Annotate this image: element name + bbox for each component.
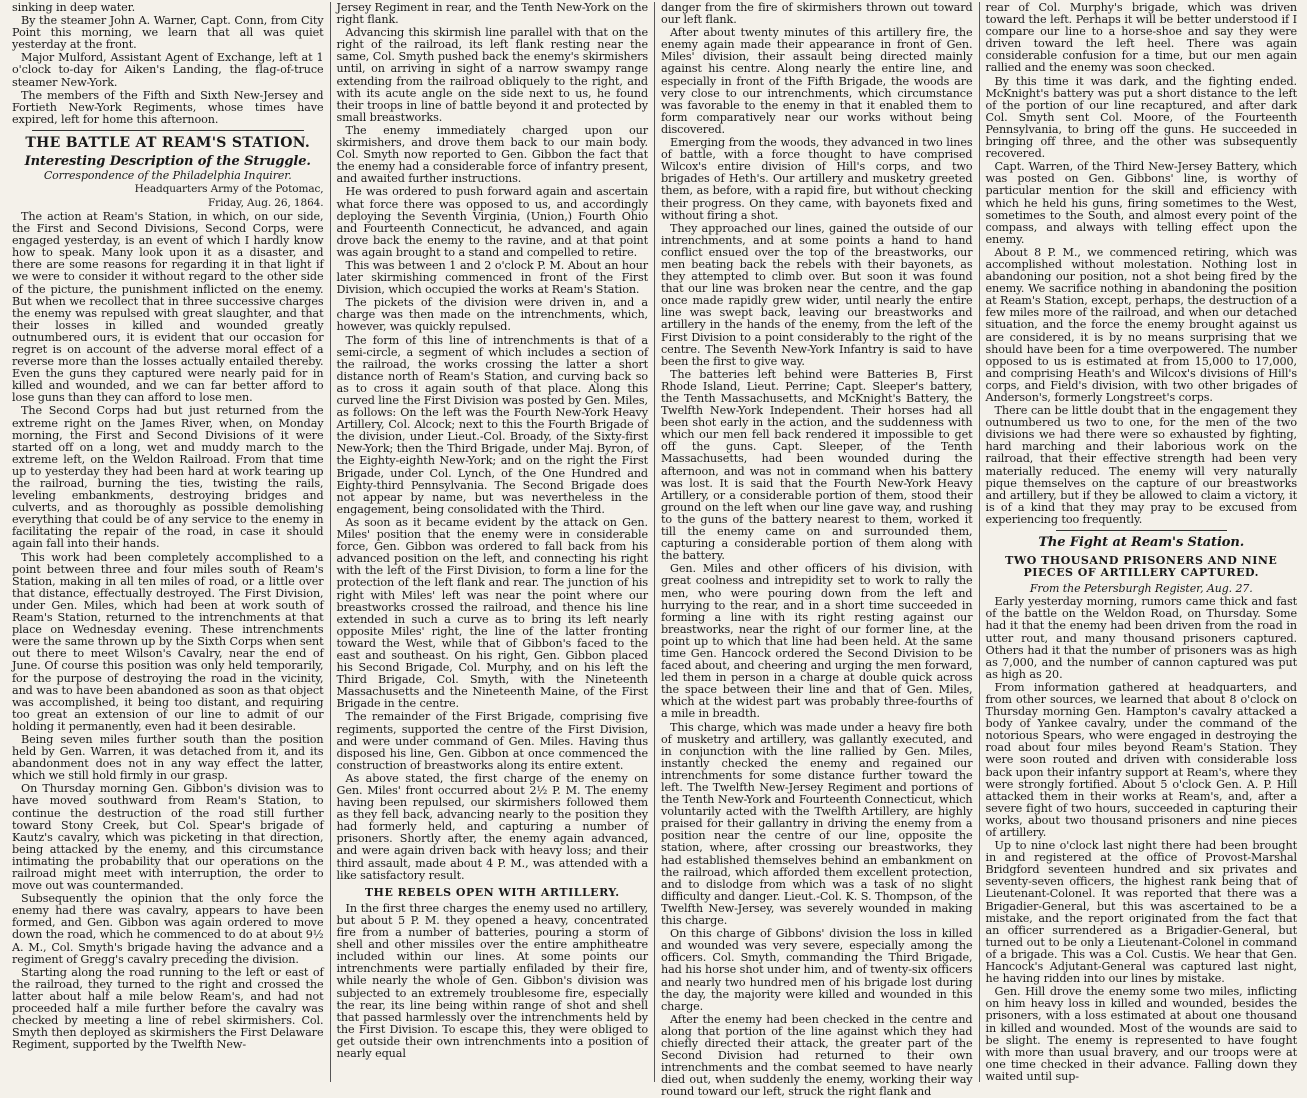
paragraph: After about twenty minutes of this artillery fire, the enemy again made their appearance in front of Gen. Miles' division, their assault being directed mainly against his centre. Along nearly the entire line, and especially in front of the Fifth Brigade, the woods are very close to our intrenchments, which circumstance was favorable to the enemy in that it enabled them to form comparatively near our works without being discovered. bbox=[661, 26, 973, 136]
paragraph: This was between 1 and 2 o'clock P. M. About an hour later skirmishing commenced in front of the First Division, which occupied the works at Ream's Station. bbox=[336, 258, 648, 297]
article-subheading: TWO THOUSAND PRISONERS AND NINE PIECES OF ARTILLERY CAPTURED. bbox=[1005, 554, 1278, 580]
article-subhead: Interesting Description of the Struggle. bbox=[24, 153, 311, 169]
paragraph: sinking in deep water. bbox=[12, 1, 136, 14]
paragraph: Capt. Warren, of the Third New-Jersey Battery, which was posted on Gen. Gibbons' line, is worthy of particular mention for the skill and efficiency with which he held his guns, firing sometimes to the West, sometimes to the South, and almost every point of the compass, and always with telling effect upon the enemy. bbox=[985, 160, 1297, 246]
paragraph: By the steamer John A. Warner, Capt. Conn, from City Point this morning, we learn that all was quiet yesterday at the front. bbox=[12, 14, 324, 52]
paragraph: Major Mulford, Assistant Agent of Exchange, left at 1 o'clock to-day for Aiken's Landing, the flag-of-truce steamer New-York. bbox=[12, 51, 324, 89]
paragraph: From information gathered at headquarters, and from other sources, we learned that about 8 o'clock on Thursday morning Gen. Hampton's cavalry attacked a body of Yankee cavalry, under the command of the notorious Spears, who were engaged in destroying the road about four miles beyond Ream's Station. They were soon routed and driven with considerable loss back upon their infantry support at Ream's, where they were strongly fortified. About 5 o'clock Gen. A. P. Hill attacked them in their works at Ream's, and, after a severe fight of two hours, succeeded in capturing their works, about two thousand prisoners and nine pieces of artillery. bbox=[985, 680, 1297, 839]
paragraph: By this time it was dark, and the fighting ended. McKnight's battery was put a short distance to the left of the portion of our line recaptured, and after dark Col. Smyth sent Col. Moore, of the Fourteenth Pennsylvania, to bring off the guns. He succeeded in bringing off three, and the other was subsequently recovered. bbox=[985, 74, 1297, 161]
paragraph: On Thursday morning Gen. Gibbon's division was to have moved southward from Ream's Station, to continue the destruction of the road still further toward Stony Creek, but Col. Spear's brigade of Kautz's cavalry, which was picketing in that direction, being attacked by the enemy, and this circumstance intimating the probability that our operations on the railroad might meet with interruption, the order to move out was countermanded. bbox=[12, 782, 324, 893]
dateline: Headquarters Army of the Potomac, bbox=[134, 182, 324, 195]
paragraph: This work had been completely accomplished to a point between three and four miles south of Ream's Station, making in all ten miles of road, or a little over that distance, effectually destroyed. The First Division, under Gen. Miles, which had been at work south of Ream's Station, returned to the intrenchments at that place on Wednesday evening. These intrenchments were the same thrown up by the Sixth Corps when sent out there to meet Wilson's Cavalry, near the end of June. Of course this position was only held temporarily, for the purpose of destroying the road in the vicinity, and was to have been abandoned as soon as that object was accomplished, it being too distant, and requiring too great an extension of our line to admit of our holding it permanently, even had it been desirable. bbox=[12, 550, 324, 733]
paragraph: The remainder of the First Brigade, comprising five regiments, supported the centre of the First Division, and were under command of Gen. Miles. Having thus disposed his line, Gen. Gibbon at once commenced the construction of breastworks along its entire extent. bbox=[336, 710, 648, 772]
paragraph: Early yesterday morning, rumors came thick and fast of the battle on the Weldon Road, on Thursday. Some had it that the enemy had been driven from the road in utter rout, and many thousand prisoners captured. Others had it that the number of prisoners was as high as 7,000, and the number of cannon captured was put as high as 20. bbox=[985, 595, 1297, 681]
paragraph: There can be little doubt that in the engagement they outnumbered us two to one, for the men of the two divisions we had there were so exhausted by fighting, hard marching and their laborious work on the railroad, that their effective strength had been very materially reduced. The enemy will very naturally pique themselves on the capture of our breastworks and artillery, but if they be allowed to claim a victory, it is of a kind that they may pray to be excused from experiencing too frequently. bbox=[985, 404, 1297, 526]
paragraph: They approached our lines, gained the outside of our intrenchments, and at some points a hand to hand conflict ensued over the top of the breastworks, our men beating back the rebels with their bayonets, as they attempted to climb over. But soon it was found that our line was broken near the centre, and the gap once made rapidly grew wider, until nearly the entire line was swept back, leaving our breastworks and artillery in the hands of the enemy, from the left of the First Division to a point considerably to the right of the centre. The Seventh New-York Infantry is said to have been the first to give way. bbox=[661, 221, 973, 368]
paragraph: The Second Corps had but just returned from the extreme right on the James River, when, on Monday morning, the First and Second Divisions of it were started off on a long, wet and muddy march to the extreme left, on the Weldon Railroad. From that time up to yesterday they had been hard at work tearing up the railroad, burning the ties, twisting the rails, leveling embankments, destroying bridges and culverts, and as thoroughly as possible demolishing everything that could be of any service to the enemy in facilitating the repair of the road, in case it should again fall into their hands. bbox=[12, 404, 324, 551]
paragraph: About 8 P. M., we commenced retiring, which was accomplished without molestation. Nothing lost in abandoning our position, not a shot being fired by the enemy. We sacrifice nothing in abandoning the position at Ream's Station, except, perhaps, the destruction of a few miles more of the railroad, and when our detached situation, and the force the enemy brought against us are considered, it is by no means surprising that we should have been for a time overpowered. The number opposed to us is estimated at from 15,000 to 17,000, and comprising Heath's and Wilcox's divisions of Hill's corps, and Field's division, with two other brigades of Anderson's, formerly Longstreet's corps. bbox=[985, 245, 1297, 404]
paragraph: As soon as it became evident by the attack on Gen. Miles' position that the enemy were in considerable force, Gen. Gibbon was ordered to fall back from his advanced position on the left, and connecting his right with the left of the First Division, to form a line for the protection of the left flank and rear. The junction of his right with Miles' left was near the point where our breastworks crossed the railroad, and thence his line extended in such a curve as to bring its left nearly opposite Miles' right, the line of the latter fronting toward the West, while that of Gibbon's faced to the east and southeast. On his right, Gen. Gibbon placed his Second Brigade, Col. Murphy, and on his left the Third Brigade, Col. Smyth, with the Nineteenth Massachusetts and the Nineteenth Maine, of the First Brigade in the centre. bbox=[336, 515, 648, 711]
article-headline: The Fight at Ream's Station. bbox=[1038, 535, 1245, 551]
paragraph: This charge, which was made under a heavy fire both of musketry and artillery, was gallantly executed, and in conjunction with the line rallied by Gen. Miles, instantly checked the enemy and regained our intrenchments for some distance further toward the left. The Twelfth New-Jersey Regiment and portions of the Tenth New-York and Fourteenth Connecticut, which voluntarily acted with the Twelfth Artillery, are highly praised for their gallantry in driving the enemy from a position near the centre of our line, opposite the station, where, after crossing our breastworks, they had established themselves behind an embankment on the railroad, which afforded them excellent protection, and to dislodge from which was a task of no slight difficulty and danger. Lieut.-Col. K. S. Thompson, of the Twelfth New-Jersey, was severely wounded in making this charge. bbox=[661, 720, 973, 928]
paragraph: Up to nine o'clock last night there had been brought in and registered at the office of Provost-Marshal Bridgford seventeen hundred and six privates and seventy-seven officers, the highest rank being that of Lieutenant-Colonel. It was reported that there was a Brigadier-General, but this was ascertained to be a mistake, and the report originated from the fact that an officer surrendered as a Brigadier-General, but turned out to be only a Lieutenant-Colonel in command of a brigade. This was a Col. Custis. We hear that Gen. Hancock's Adjutant-General was captured last night, he having ridden into our lines by mistake. bbox=[985, 839, 1297, 986]
dateline-date: Friday, Aug. 26, 1864. bbox=[208, 196, 324, 209]
divider bbox=[1056, 530, 1228, 531]
paragraph: danger from the fire of skirmishers thrown out toward our left flank. bbox=[661, 1, 973, 27]
paragraph: He was ordered to push forward again and ascertain what force there was opposed to us, and accordingly deploying the Seventh Virginia, (Union,) Fourth Ohio and Fourteenth Connecticut, he advanced, and again drove back the enemy to the ravine, and at that point was again brought to a stand and compelled to retire. bbox=[336, 185, 648, 259]
paragraph: Emerging from the woods, they advanced in two lines of battle, with a force thought to have comprised Wilcox's entire division of Hill's corps, and two brigades of Heth's. Our artillery and musketry greeted them, as before, with a rapid fire, but without checking their progress. On they came, with bayonets fixed and without firing a shot. bbox=[661, 136, 973, 222]
article-headline: THE BATTLE AT REAM'S STATION. bbox=[25, 134, 311, 151]
divider bbox=[32, 130, 304, 131]
paragraph: In the first three charges the enemy used no artillery, but about 5 P. M. they opened a heavy, concentrated fire from a number of batteries, pouring a storm of shell and other missiles over the entire amphitheatre included within our lines. At some points our intrenchments were partially enfiladed by their fire, while nearly the whole of Gen. Gibbon's division was subjected to an extremely troublesome fire, especially the rear, its line being within range of shot and shell that passed harmlessly over the intrenchments held by the First Division. To escape this, they were obliged to get outside their own intrenchments into a position of nearly equal bbox=[336, 901, 648, 1060]
section-heading: THE REBELS OPEN WITH ARTILLERY. bbox=[364, 885, 620, 899]
paragraph: As above stated, the first charge of the enemy on Gen. Miles' front occurred about 2½ P. M. The enemy having been repulsed, our skirmishers followed them as they fell back, advancing nearly to the position they had formerly held, and capturing a number of prisoners. Shortly after, the enemy again advanced, and were again driven back with heavy loss; and their third assault, made about 4 P. M., was attended with a like satisfactory result. bbox=[336, 771, 648, 882]
paragraph: Subsequently the opinion that the only force the enemy had there was cavalry, appears to have been formed, and Gen. Gibbon was again ordered to move down the road, which he commenced to do at about 9½ A. M., Col. Smyth's brigade having the advance and a regiment of Gregg's cavalry preceding the division. bbox=[12, 892, 324, 966]
paragraph: The batteries left behind were Batteries B, First Rhode Island, Lieut. Perrine; Capt. Sleeper's battery, the Tenth Massachusetts, and McKnight's Battery, the Twelfth New-York Independent. Their horses had all been shot early in the action, and the suddenness with which our men fell back rendered it impossible to get off the guns. Capt. Sleeper, of the Tenth Massachusetts, had been wounded during the afternoon, and was not in command when his battery was lost. It is said that the Fourth New-York Heavy Artillery, or a considerable portion of them, stood their ground on the left when our line gave way, and rushing to the guns of the battery nearest to them, worked it till the enemy came on and surrounded them, capturing a considerable portion of them along with the battery. bbox=[661, 367, 973, 563]
column-4 bbox=[980, 2, 1304, 1082]
paragraph: The form of this line of intrenchments is that of a semi-circle, a segment of which includes a section of the railroad, the works crossing the latter a short distance north of Ream's Station, and curving back so as to cross it again south of that place. Along this curved line the First Division was posted by Gen. Miles, as follows: On the left was the Fourth New-York Heavy Artillery, Col. Alcock; next to this the Fourth Brigade of the division, under Lieut.-Col. Broady, of the Sixty-first New-York; then the Third Brigade, under Maj. Byron, of the Eighty-eighth New-York; and on the right the First Brigade, under Col. Lynch, of the One Hundred and Eighty-third Pennsylvania. The Second Brigade does not appear by name, but was nevertheless in the engagement, being consolidated with the Third. bbox=[336, 333, 648, 516]
paragraph: rear of Col. Murphy's brigade, which was driven toward the left. Perhaps it will be better understood if I compare our line to a horse-shoe and say they were driven toward the left heel. There was again considerable confusion for a time, but our men again rallied and the enemy was soon checked. bbox=[985, 1, 1297, 75]
paragraph: The members of the Fifth and Sixth New-Jersey and Fortieth New-York Regiments, whose times have expired, left for home this afternoon. bbox=[12, 88, 324, 126]
paragraph: After the enemy had been checked in the centre and along that portion of the line against which they had chiefly directed their attack, the greater part of the Second Division had returned to their own intrenchments and the combat seemed to have nearly died out, when suddenly the enemy, working their way round toward our left, struck the right flank and bbox=[661, 1012, 973, 1098]
paragraph: The pickets of the division were driven in, and a charge was then made on the intrenchments, which, however, was quickly repulsed. bbox=[336, 296, 648, 334]
column-2 bbox=[331, 2, 656, 1082]
paragraph: The action at Ream's Station, in which, on our side, the First and Second Divisions, Second Corps, were engaged yesterday, is an event of which I hardly know how to speak. Many look upon it as a disaster, and there are some reasons for regarding it in that light if we were to consider it without regard to the other side of the picture, the punishment inflicted on the enemy. But when we recollect that in three successive charges the enemy was repulsed with great slaughter, and that their losses in killed and wounded greatly outnumbered ours, it is evident that our occasion for regret is on account of the adverse moral effect of a reverse more than the losses actually entailed thereby. Even the guns they captured were nearly paid for in killed and wounded, and we can far better afford to lose guns than they can afford to lose men. bbox=[12, 209, 324, 405]
paragraph: Advancing this skirmish line parallel with that on the right of the railroad, its left flank resting near the same, Col. Smyth pushed back the enemy's skirmishers until, on arriving in sight of a narrow swampy range extending from the railroad obliquely to the right, and with its acute angle on the side next to us, he found their troops in line of battle beyond it and protected by small breastworks. bbox=[336, 26, 648, 124]
paragraph: The enemy immediately charged upon our skirmishers, and drove them back to our main body. Col. Smyth now reported to Gen. Gibbon the fact that the enemy had a considerable force of infantry present, and awaited further instructions. bbox=[336, 123, 648, 186]
paragraph: Gen. Hill drove the enemy some two miles, inflicting on him heavy loss in killed and wounded, besides the prisoners, with a loss estimated at about one thousand in killed and wounded. Most of the wounds are said to be slight. The enemy is represented to have fought with more than usual bravery, and our troops were at one time checked in their advance. Falling down they waited until sup- bbox=[985, 985, 1297, 1083]
byline: From the Petersburgh Register, Aug. 27. bbox=[1029, 582, 1253, 596]
column-1 bbox=[6, 2, 331, 1082]
paragraph: Being seven miles further south than the position held by Gen. Warren, it was detached from it, and its abandonment does not in any way effect the latter, which we still hold firmly in our grasp. bbox=[12, 732, 324, 783]
byline: Correspondence of the Philadelphia Inquirer. bbox=[43, 168, 292, 182]
paragraph: Starting along the road running to the left or east of the railroad, they turned to the right and crossed the latter about half a mile below Ream's, and had not proceeded half a mile further before the cavalry was checked by meeting a line of rebel skirmishers. Col. Smyth then deployed as skirmishers the First Delaware Regiment, supported by the Twelfth New- bbox=[12, 965, 324, 1052]
column-3 bbox=[655, 1, 980, 1098]
paragraph: Gen. Miles and other officers of his division, with great coolness and intrepidity set to work to rally the men, who were pouring down from the left and hurrying to the rear, and in a short time succeeded in forming a line with its right resting against our breastworks, near the right of our former line, at the point up to which that line had been held. At the same time Gen. Hancock ordered the Second Division to be faced about, and cheering and urging the men forward, led them in person in a charge at double quick across the space between their line and that of Gen. Miles, which at the widest part was probably three-fourths of a mile in breadth. bbox=[661, 562, 973, 721]
paragraph: Jersey Regiment in rear, and the Tenth New-York on the right flank. bbox=[336, 1, 648, 27]
paragraph: On this charge of Gibbons' division the loss in killed and wounded was very severe, especially among the officers. Col. Smyth, commanding the Third Brigade, had his horse shot under him, and of twenty-six officers and nearly two hundred men of his brigade lost during the day, the majority were killed and wounded in this charge. bbox=[661, 927, 973, 1013]
